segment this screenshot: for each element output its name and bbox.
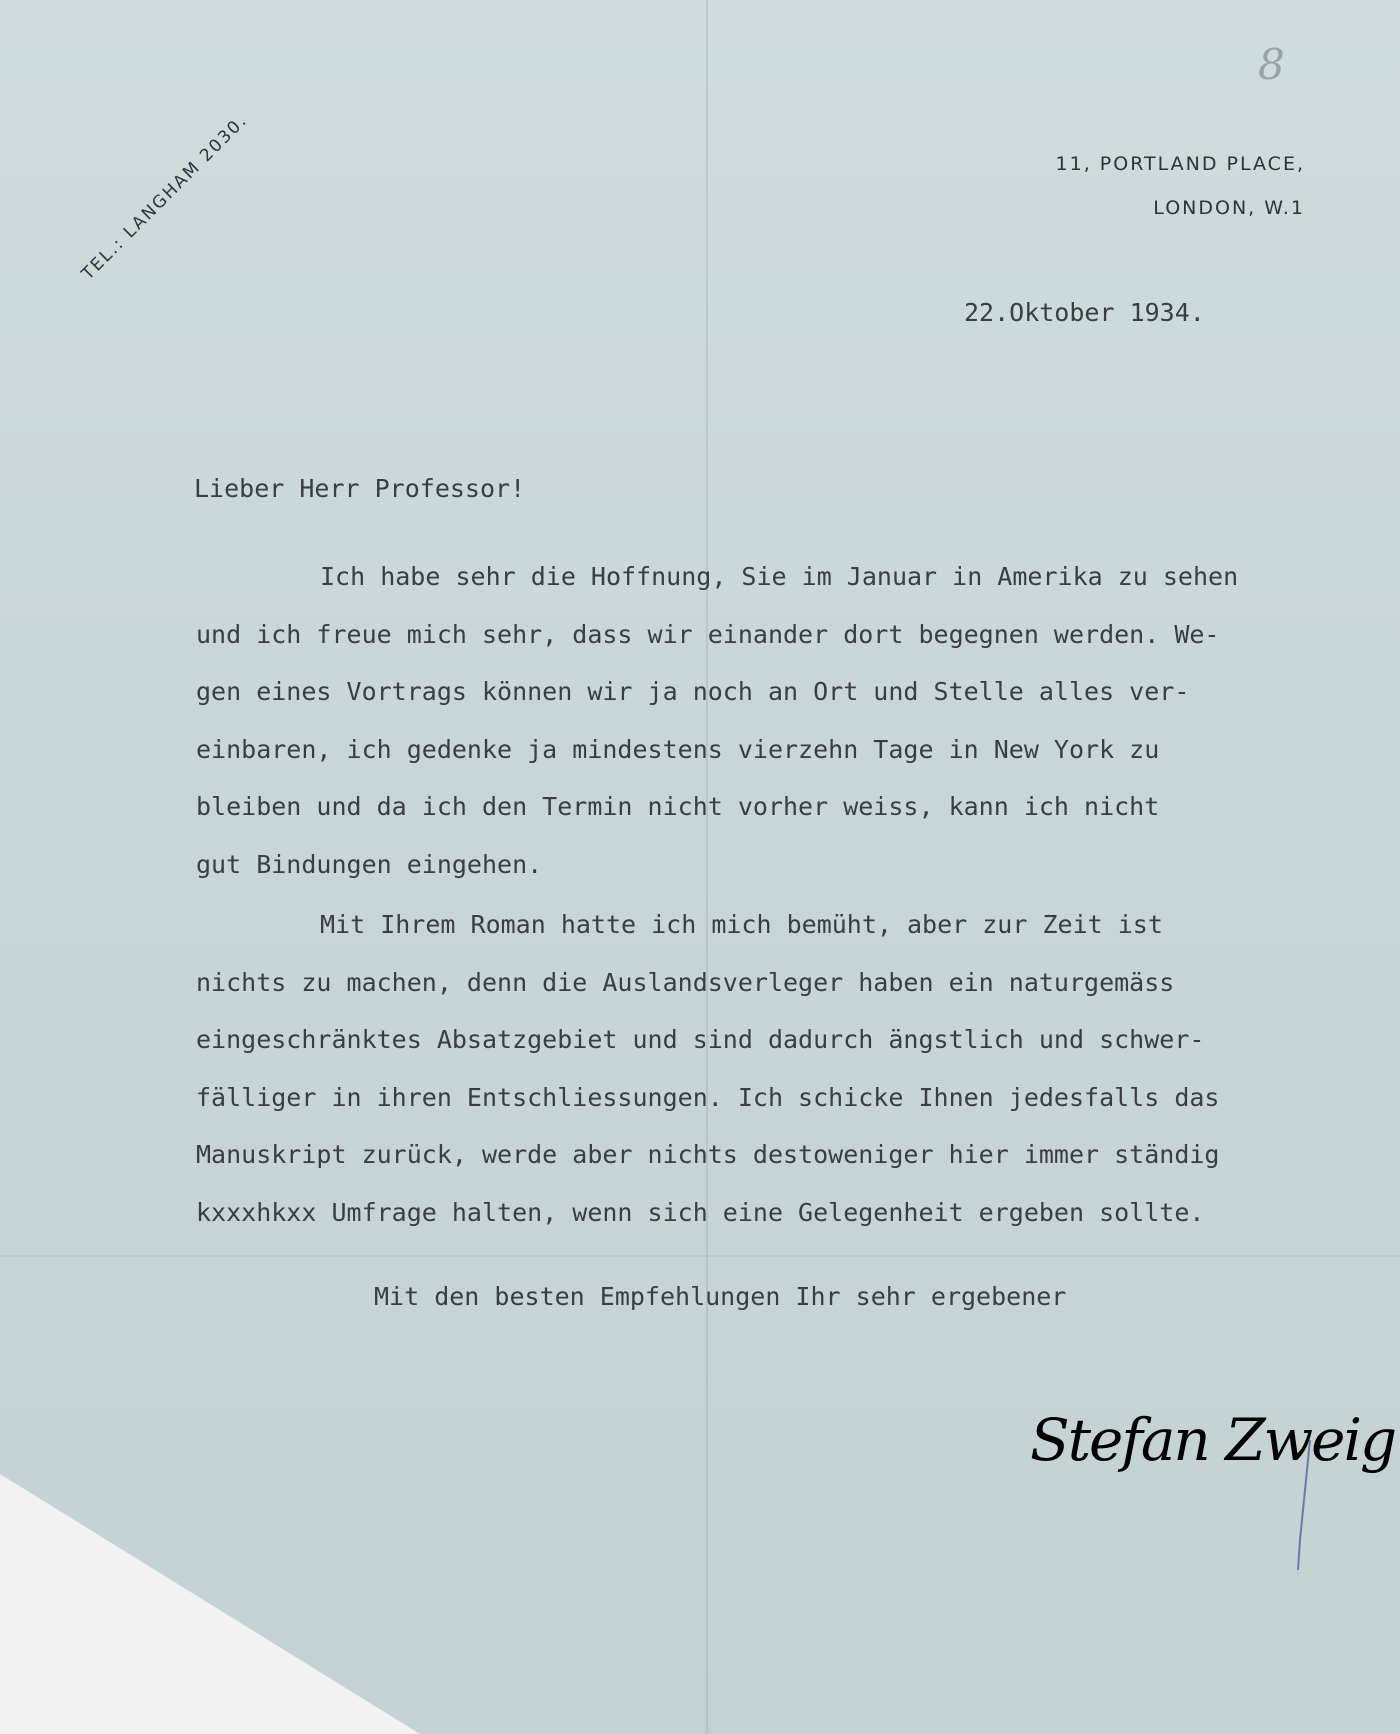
horizontal-fold-line — [0, 1255, 1400, 1257]
paragraph-1 — [196, 548, 1396, 893]
closing-line: Mit den besten Empfehlungen Ihr sehr ergebener — [374, 1282, 1067, 1311]
letter-date: 22.Oktober 1934. — [964, 298, 1205, 327]
text-line: bleiben und da ich den Termin nicht vorher weiss, kann ich nicht — [196, 792, 1160, 821]
address-line-1: 11, PORTLAND PLACE, — [1055, 153, 1305, 175]
text-line: kxxxhkxx Umfrage halten, wenn sich eine Gelegenheit ergeben sollte. — [196, 1197, 1205, 1227]
page-number: 8 — [1258, 40, 1285, 89]
signature-text: Stefan Zweig — [1030, 1406, 1396, 1474]
text-line: Ich habe sehr die Hoffnung, Sie im Januar in Amerika zu sehen — [320, 562, 1239, 591]
text-line: gen eines Vortrags können wir ja noch an Ort und Stelle alles ver- — [196, 677, 1190, 706]
text-line: eingeschränktes Absatzgebiet und sind dadurch ängstlich und schwer- — [196, 1025, 1205, 1054]
text-line: Mit Ihrem Roman hatte ich mich bemüht, aber zur Zeit ist — [320, 910, 1163, 939]
address-line-2: LONDON, W.1 — [1153, 197, 1305, 219]
paragraph-2 — [196, 896, 1396, 1241]
salutation: Lieber Herr Professor! — [194, 474, 526, 503]
handwritten-signature — [1030, 1380, 1396, 1585]
text-line: einbaren, ich gedenke ja mindestens vierzehn Tage in New York zu — [196, 734, 1160, 764]
text-line: fälliger in ihren Entschliessungen. Ich schicke Ihnen jedesfalls das — [196, 1082, 1220, 1112]
letterhead-address — [1056, 142, 1305, 230]
text-line: nichts zu machen, denn die Auslandsverleger haben ein naturgemäss — [196, 967, 1175, 997]
signature-stroke — [1030, 1380, 1396, 1580]
text-line: gut Bindungen eingehen. — [196, 849, 543, 879]
letterhead-telephone: TEL.: LANGHAM 2030. — [78, 110, 252, 285]
torn-corner — [0, 1474, 420, 1734]
text-line: und ich freue mich sehr, dass wir einander dort begegnen werden. We- — [196, 619, 1220, 649]
text-line: Manuskript zurück, werde aber nichts destoweniger hier immer ständig — [196, 1140, 1220, 1169]
